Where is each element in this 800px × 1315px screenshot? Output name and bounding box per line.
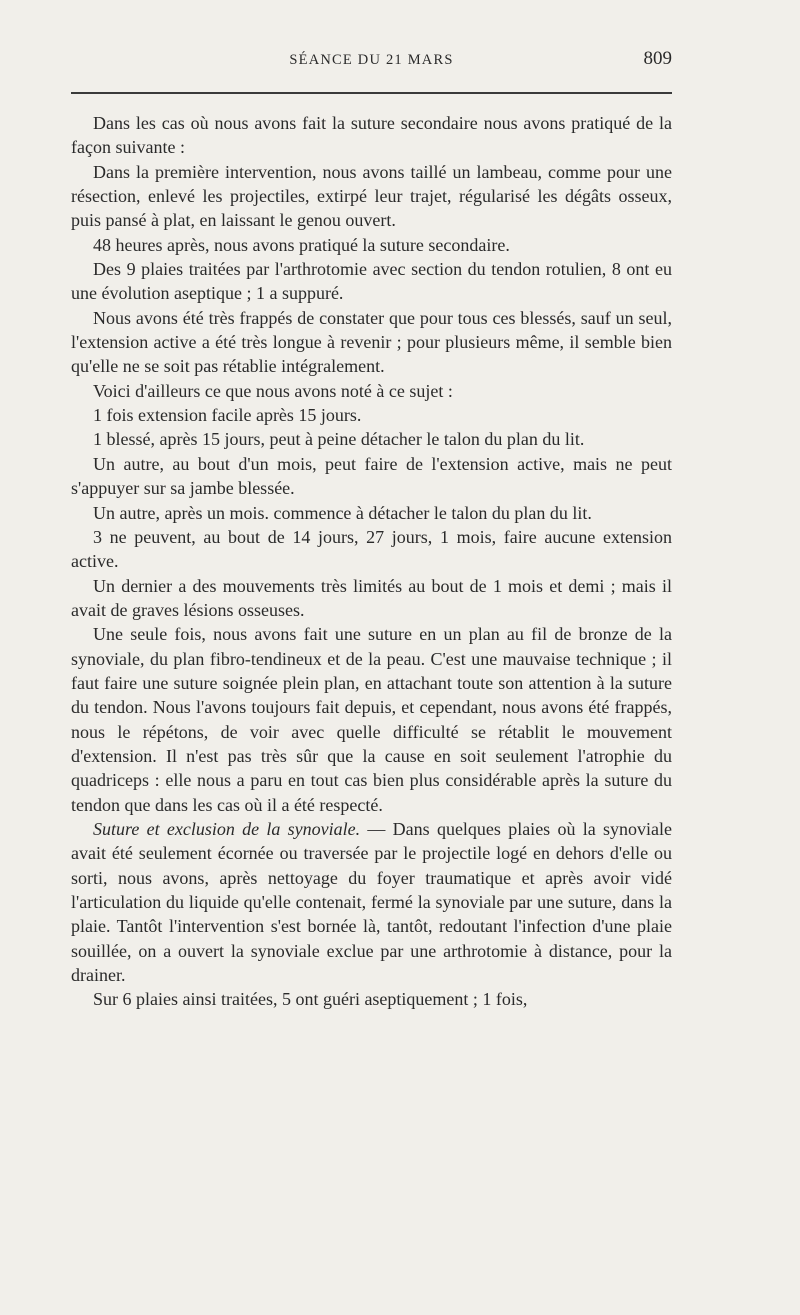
paragraph: 1 fois extension facile après 15 jours.	[93, 405, 362, 426]
page-header	[71, 46, 672, 78]
body-text	[71, 111, 672, 1012]
running-title: SÉANCE DU 21 MARS	[289, 52, 454, 68]
paragraph: 3 ne peuvent, au bout de 14 jours, 27 jours, 1 mois, faire aucune extension active.	[71, 526, 672, 572]
paragraph: 1 blessé, après 15 jours, peut à peine détacher le talon du plan du lit.	[93, 429, 585, 450]
paragraph: Dans la première intervention, nous avons taillé un lambeau, comme pour une résection, enlevé les projectiles, extirpé leur trajet, régularisé les dégâts osseux, puis pansé à plat, en laissant le genou ouvert.	[71, 161, 672, 231]
paragraph: Un autre, après un mois. commence à détacher le talon du plan du lit.	[93, 502, 592, 523]
section-heading-italic: Suture et exclusion de la synoviale.	[93, 818, 361, 839]
paragraph: Voici d'ailleurs ce que nous avons noté à ce sujet :	[93, 380, 453, 401]
paragraph: Des 9 plaies traitées par l'arthrotomie avec section du tendon rotulien, 8 ont eu une évolution aseptique ; 1 a suppuré.	[71, 259, 672, 304]
header-rule	[71, 92, 672, 94]
paragraph: Un dernier a des mouvements très limités au bout de 1 mois et demi ; mais il avait de graves lésions osseuses.	[71, 575, 672, 620]
page-number: 809	[643, 48, 672, 69]
paragraph: Sur 6 plaies ainsi traitées, 5 ont guéri aseptiquement ; 1 fois,	[93, 989, 528, 1010]
paragraph: Nous avons été très frappés de constater que pour tous ces blessés, sauf un seul, l'extension active a été très longue à revenir ; pour plusieurs même, il semble bien qu'elle ne se soit pas rétablie intégralement.	[71, 307, 672, 377]
paragraph: Une seule fois, nous avons fait une suture en un plan au fil de bronze de la synoviale, du plan fibro-tendineux et de la peau. C'est une mauvaise technique ; il faut faire une suture soignée plein plan, en attachant toute son attention à la suture du tendon. Nous l'avons toujours fait depuis, et cependant, nous avons été frappés, nous le répétons, de voir avec quelle difficulté se rétablit le mouvement d'extension. Il n'est pas très sûr que la cause en soit seulement l'atrophie du quadriceps : elle nous a paru en tout cas bien plus considérable après la suture du tendon que dans les cas où il a été respecté.	[71, 624, 672, 815]
document-page	[71, 0, 672, 1315]
paragraph: Dans les cas où nous avons fait la suture secondaire nous avons pratiqué de la façon suivante :	[71, 113, 672, 158]
paragraph	[71, 817, 672, 987]
paragraph-text: — Dans quelques plaies où la synoviale avait été seulement écornée ou traversée par le projectile logé en dehors d'elle ou sorti, nous avons, après nettoyage du foyer traumatique et après avoir vidé l'articulation du liquide qu'elle contenait, fermé la synoviale par une suture, dans la plaie. Tantôt l'intervention s'est bornée là, tantôt, redoutant l'infection d'une plaie souillée, on a ouvert la synoviale exclue par une arthrotomie à distance, pour la drainer.	[71, 818, 672, 986]
paragraph: 48 heures après, nous avons pratiqué la suture secondaire.	[93, 234, 510, 255]
paragraph: Un autre, au bout d'un mois, peut faire de l'extension active, mais ne peut s'appuyer sur sa jambe blessée.	[71, 453, 672, 499]
